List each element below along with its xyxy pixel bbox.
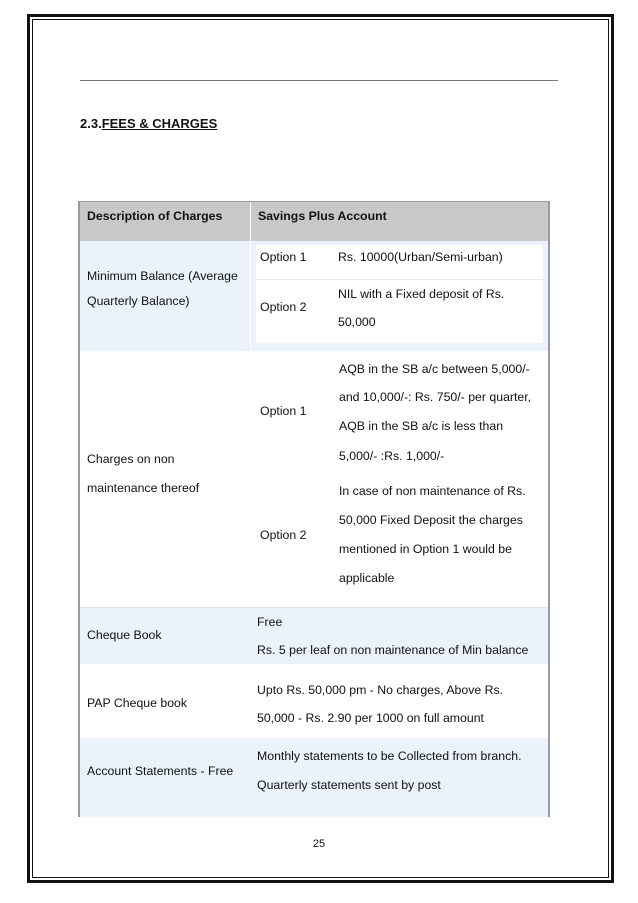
non-maintenance-option1: Option 1 bbox=[260, 404, 307, 418]
non-maintenance-option1-line3: AQB in the SB a/c is less than bbox=[339, 419, 504, 433]
non-maintenance-option1-line1: AQB in the SB a/c between 5,000/- bbox=[339, 362, 530, 376]
table-left-border bbox=[78, 201, 80, 817]
cheque-book-label: Cheque Book bbox=[87, 628, 162, 642]
cheque-book-line2: Rs. 5 per leaf on non maintenance of Min balance bbox=[257, 643, 529, 657]
pap-cheque-line1: Upto Rs. 50,000 pm - No charges, Above Rs. bbox=[257, 683, 504, 697]
min-balance-option2-line1: NIL with a Fixed deposit of Rs. bbox=[338, 287, 505, 301]
section-title: FEES & CHARGES bbox=[101, 116, 218, 131]
non-maintenance-option2-line3: mentioned in Option 1 would be bbox=[339, 542, 512, 556]
table-top-border bbox=[78, 201, 550, 202]
min-balance-label-line2: Quarterly Balance) bbox=[87, 294, 190, 308]
min-balance-label-line1: Minimum Balance (Average bbox=[87, 269, 238, 283]
statements-label: Account Statements - Free bbox=[87, 764, 234, 778]
pap-cheque-label: PAP Cheque book bbox=[87, 696, 188, 710]
min-balance-option2: Option 2 bbox=[260, 300, 307, 314]
min-balance-option2-line2: 50,000 bbox=[338, 315, 376, 329]
non-maintenance-label-line2: maintenance thereof bbox=[87, 481, 200, 495]
table-right-border bbox=[548, 201, 550, 817]
non-maintenance-option1-line2: and 10,000/-: Rs. 750/- per quarter, bbox=[339, 390, 532, 404]
statements-line1: Monthly statements to be Collected from branch. bbox=[257, 749, 522, 763]
non-maintenance-option2: Option 2 bbox=[260, 528, 307, 542]
non-maintenance-option2-line4: applicable bbox=[339, 571, 395, 585]
pap-cheque-line2: 50,000 - Rs. 2.90 per 1000 on full amount bbox=[257, 711, 484, 725]
header-savings-plus: Savings Plus Account bbox=[258, 209, 387, 223]
non-maintenance-option2-line2: 50,000 Fixed Deposit the charges bbox=[339, 513, 523, 527]
header-description: Description of Charges bbox=[87, 209, 223, 223]
section-heading bbox=[80, 116, 217, 131]
statements-line2: Quarterly statements sent by post bbox=[257, 778, 441, 792]
header-rule bbox=[80, 80, 558, 81]
non-maintenance-label-line1: Charges on non bbox=[87, 452, 175, 466]
non-maintenance-option2-line1: In case of non maintenance of Rs. bbox=[339, 484, 526, 498]
cheque-book-line1: Free bbox=[257, 615, 283, 629]
min-balance-option1-value: Rs. 10000(Urban/Semi-urban) bbox=[338, 250, 503, 264]
min-balance-option1: Option 1 bbox=[260, 250, 307, 264]
page-number: 25 bbox=[312, 838, 326, 850]
min-balance-inner-rule bbox=[256, 279, 543, 280]
section-number: 2.3. bbox=[80, 116, 102, 131]
non-maintenance-option1-line4: 5,000/- :Rs. 1,000/- bbox=[339, 449, 445, 463]
